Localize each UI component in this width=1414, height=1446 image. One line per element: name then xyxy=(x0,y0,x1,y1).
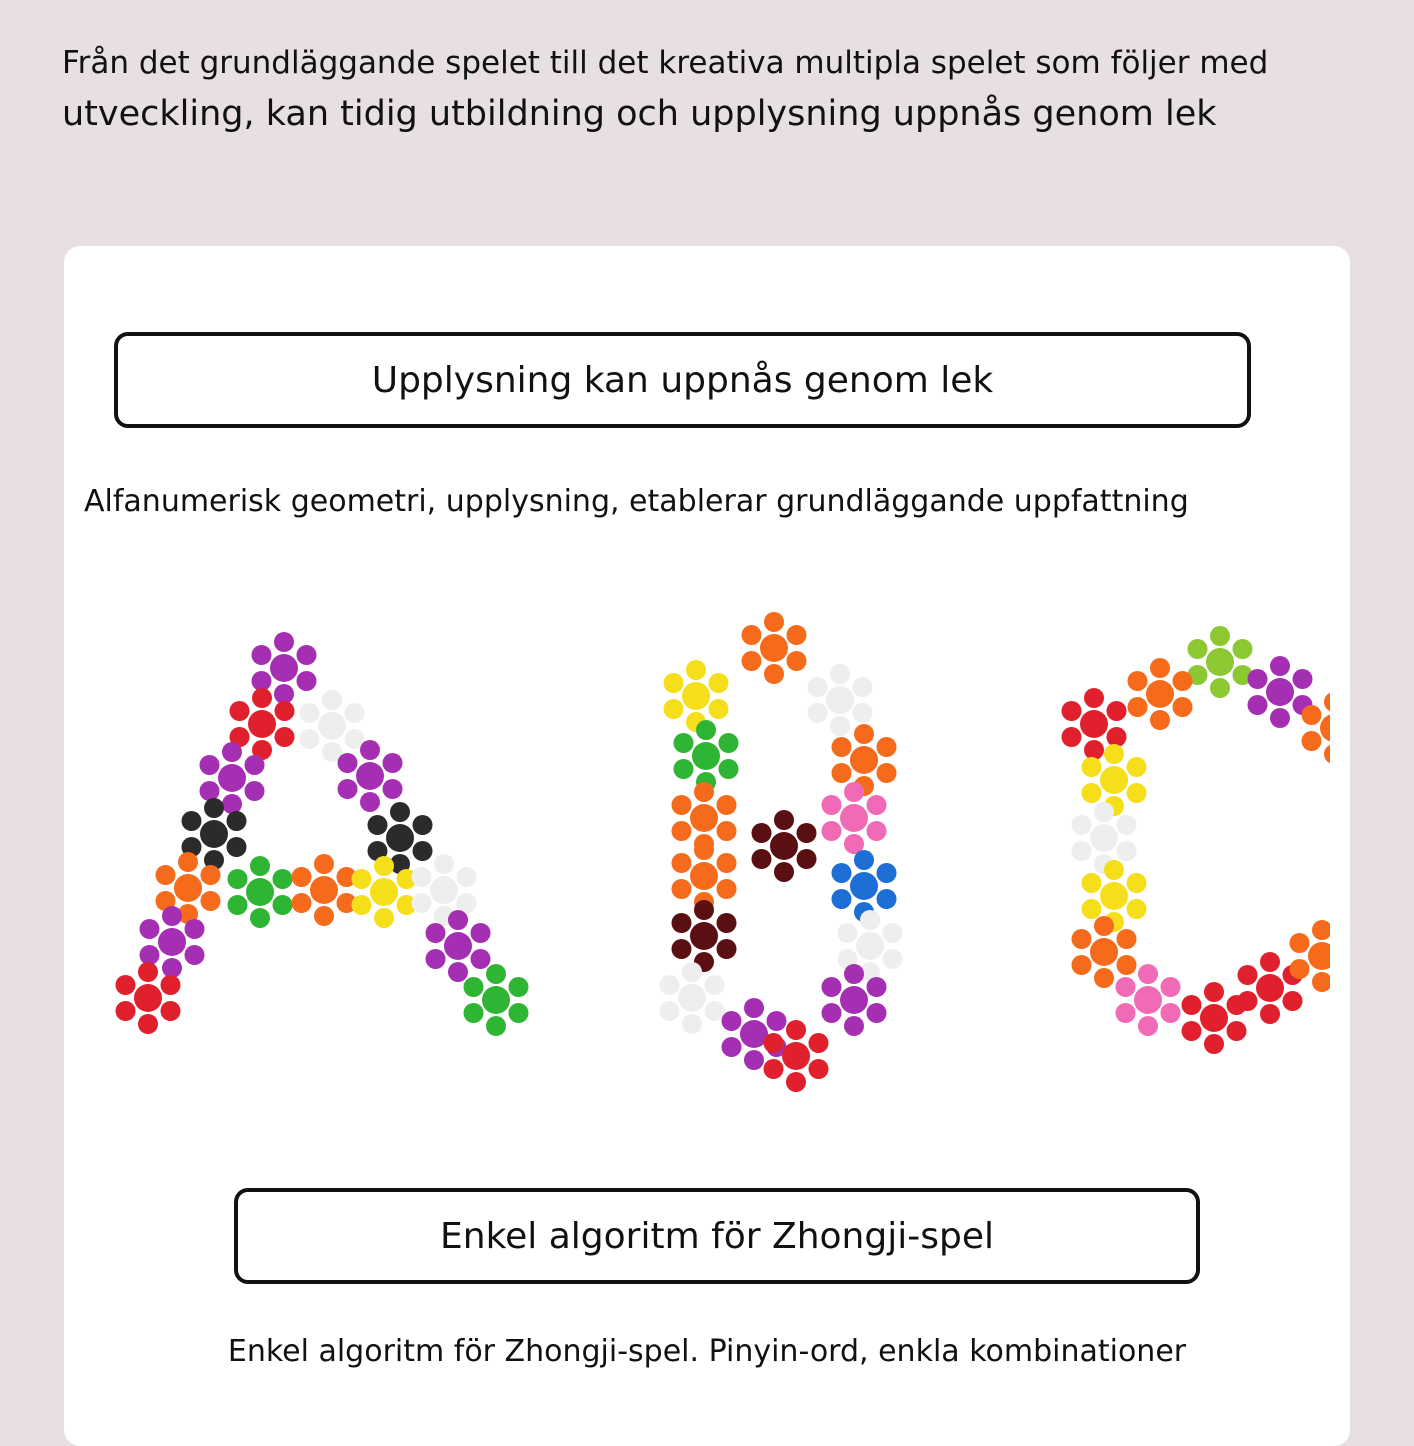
abc-block-letters-image xyxy=(84,606,1330,1126)
section-title-algorithm xyxy=(234,1188,1200,1284)
section-title-text: Enkel algoritm för Zhongji-spel xyxy=(440,1215,994,1257)
intro-line-1: Från det grundläggande spelet till det kreativa multipla spelet som följer med xyxy=(62,45,1269,81)
section-title-text: Upplysning kan uppnås genom lek xyxy=(371,359,994,401)
intro-line-2: utveckling, kan tidig utbildning och upplysning uppnås genom lek xyxy=(62,94,1217,134)
section-description-algorithm: Enkel algoritm för Zhongji-spel. Pinyin-ord, enkla kombinationer xyxy=(227,1334,1187,1369)
content-card xyxy=(64,246,1350,1446)
section-title-enlightenment xyxy=(114,332,1251,428)
letter-b xyxy=(660,612,903,1092)
letter-c xyxy=(1062,626,1331,1054)
section-description-enlightenment: Alfanumerisk geometri, upplysning, etablerar grundläggande uppfattning xyxy=(84,484,1189,519)
intro-text xyxy=(62,40,1352,142)
letter-a xyxy=(116,632,529,1036)
